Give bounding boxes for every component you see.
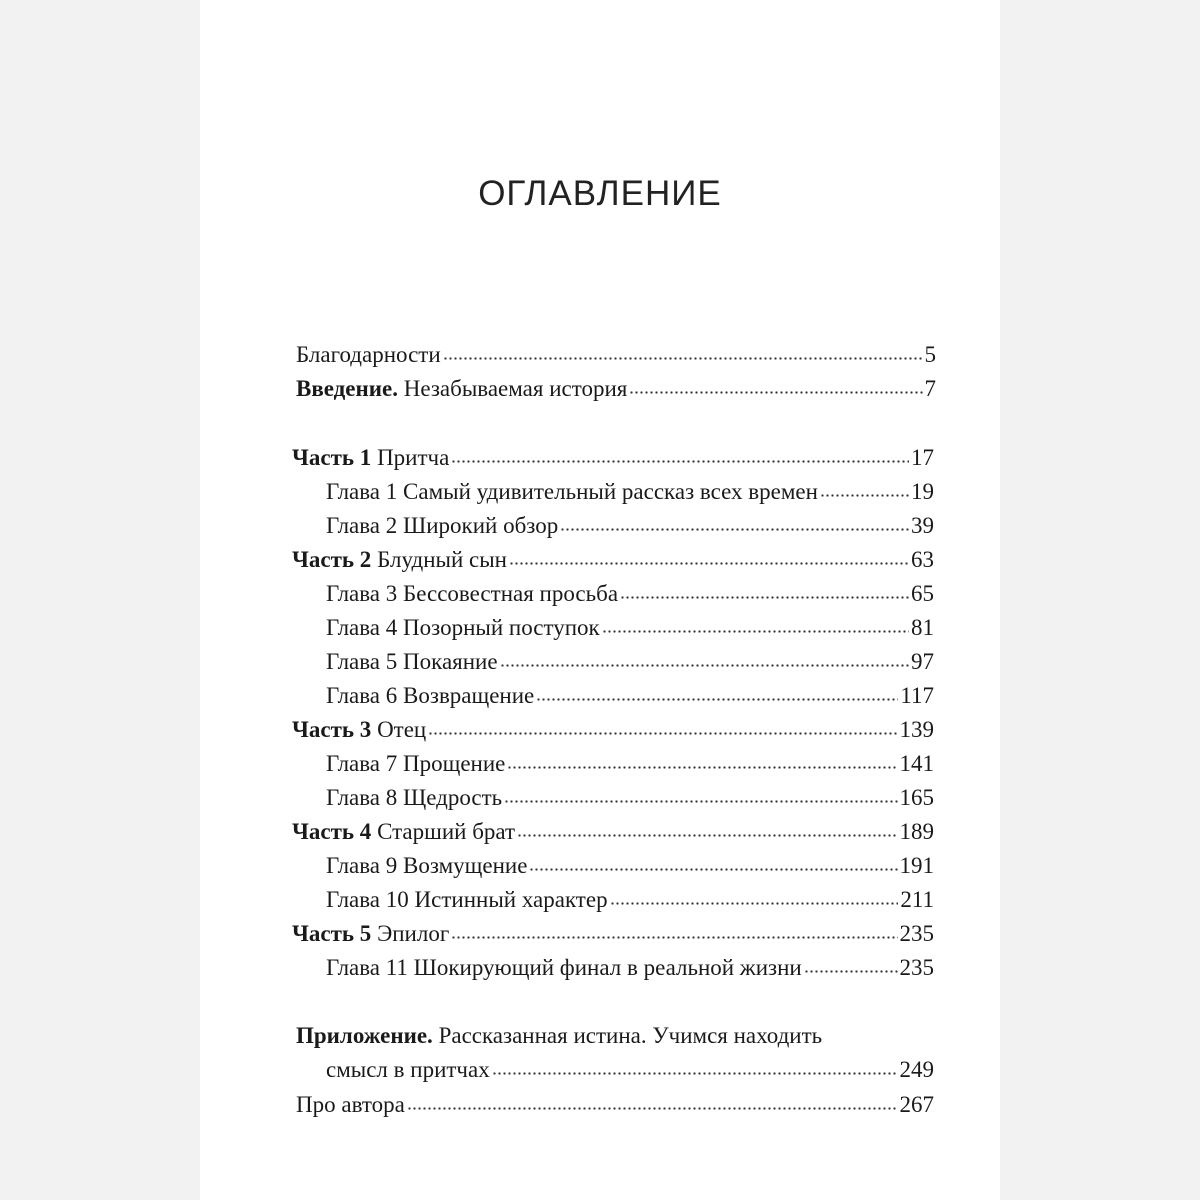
toc-page-number: 139	[899, 717, 934, 742]
toc-entry-label: Благодарности	[296, 342, 441, 367]
toc-page-number: 249	[899, 1057, 934, 1082]
leader-dots	[517, 832, 897, 838]
toc-entry-chapter-5	[326, 647, 934, 677]
toc-entry-part-2	[292, 545, 934, 575]
toc-entry-label: Глава 6 Возвращение	[326, 683, 535, 708]
toc-entry-chapter-2	[326, 511, 934, 541]
toc-entry-chapter-4	[326, 613, 934, 643]
toc-page-number: 267	[899, 1092, 934, 1117]
leader-dots	[407, 1105, 898, 1111]
toc-page-number: 39	[911, 513, 934, 538]
leader-dots	[610, 900, 899, 906]
leader-dots	[492, 1070, 898, 1076]
toc-entry-label: Часть 4 Старший брат	[292, 819, 516, 844]
toc-entry-chapter-3	[326, 579, 934, 609]
leader-dots	[629, 389, 922, 395]
toc-entry-part-3	[292, 715, 934, 745]
toc-page-number: 191	[899, 853, 934, 878]
toc-entry-label: Глава 4 Позорный поступок	[326, 615, 600, 640]
toc-entry-chapter-8	[326, 783, 934, 813]
toc-entry-appendix-line-1	[296, 1021, 822, 1051]
toc-entry-chapter-10	[326, 885, 934, 915]
toc-entry-part-1	[292, 443, 934, 473]
toc-page-number: 189	[899, 819, 934, 844]
leader-dots	[451, 458, 909, 464]
toc-page-number: 7	[924, 376, 936, 401]
toc-page-number: 165	[899, 785, 934, 810]
toc-entry-label: Глава 11 Шокирующий финал в реальной жизни	[326, 955, 802, 980]
toc-page-number: 81	[911, 615, 934, 640]
leader-dots	[507, 764, 897, 770]
appendix-label: Приложение.	[296, 1023, 433, 1048]
toc-entry-label: Глава 7 Прощение	[326, 751, 506, 776]
toc-entry-chapter-9	[326, 851, 934, 881]
leader-dots	[804, 968, 898, 974]
toc-entry-appendix-line-2	[326, 1055, 934, 1085]
leader-dots	[428, 730, 897, 736]
leader-dots	[529, 866, 897, 872]
toc-entry-label: смысл в притчах	[326, 1057, 490, 1082]
leader-dots	[560, 526, 909, 532]
toc-page-number: 235	[899, 921, 934, 946]
leader-dots	[443, 355, 923, 361]
toc-entry-label: Часть 2 Блудный сын	[292, 547, 507, 572]
toc-entry-chapter-1	[326, 477, 934, 507]
toc-entry-label: Глава 2 Широкий обзор	[326, 513, 559, 538]
appendix-title: Рассказанная истина. Учимся находить	[432, 1023, 823, 1048]
toc-entry-label: Глава 5 Покаяние	[326, 649, 498, 674]
leader-dots	[820, 492, 909, 498]
toc-entry-label: Часть 3 Отец	[292, 717, 427, 742]
toc-page-number: 117	[900, 683, 934, 708]
toc-entry-about-author	[296, 1090, 934, 1120]
toc-page-number: 235	[899, 955, 934, 980]
toc-entry-label: Глава 1 Самый удивительный рассказ всех времен	[326, 479, 818, 504]
book-page	[200, 0, 1000, 1200]
toc-entry-chapter-11	[326, 953, 934, 983]
leader-dots	[504, 798, 897, 804]
toc-entry-introduction	[296, 374, 936, 404]
toc-entry-chapter-7	[326, 749, 934, 779]
leader-dots	[620, 594, 909, 600]
toc-page-number: 211	[900, 887, 934, 912]
toc-entry-chapter-6	[326, 681, 934, 711]
toc-entry-part-4	[292, 817, 934, 847]
toc-entry-label: Часть 5 Эпилог	[292, 921, 450, 946]
leader-dots	[536, 696, 898, 702]
toc-page-number: 5	[924, 342, 936, 367]
toc-entry-acknowledgements	[296, 340, 936, 370]
toc-entry-label: Глава 3 Бессовестная просьба	[326, 581, 619, 606]
toc-page-number: 19	[911, 479, 934, 504]
toc-entry-label: Часть 1 Притча	[292, 445, 450, 470]
toc-page-number: 141	[899, 751, 934, 776]
leader-dots	[451, 934, 897, 940]
leader-dots	[500, 662, 909, 668]
toc-entry-label: Введение. Незабываемая история	[296, 376, 628, 401]
toc-entry-label: Глава 9 Возмущение	[326, 853, 528, 878]
toc-page-number: 97	[911, 649, 934, 674]
toc-entry-label: Глава 10 Истинный характер	[326, 887, 608, 912]
toc-entry-part-5	[292, 919, 934, 949]
toc-entry-label: Глава 8 Щедрость	[326, 785, 503, 810]
leader-dots	[602, 628, 909, 634]
page-title: ОГЛАВЛЕНИЕ	[478, 174, 722, 213]
toc-entry-label: Про автора	[296, 1092, 405, 1117]
toc-page-number: 65	[911, 581, 934, 606]
toc-page-number: 63	[911, 547, 934, 572]
toc-page-number: 17	[911, 445, 934, 470]
leader-dots	[509, 560, 909, 566]
